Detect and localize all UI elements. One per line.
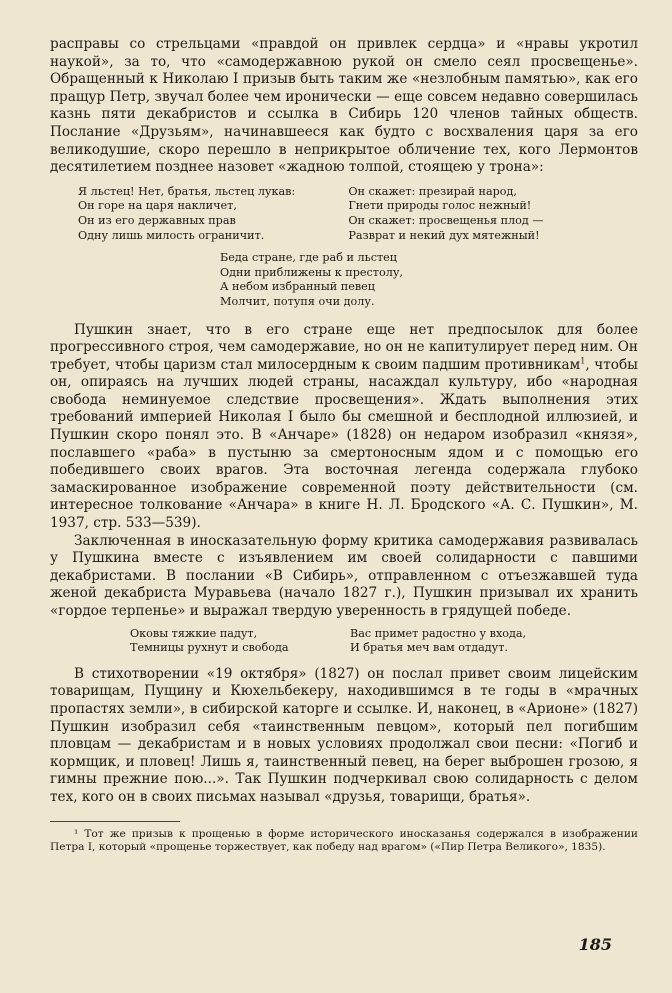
- poem-column-right: [348, 185, 638, 243]
- poem-line: Он скажет: презирай народ,: [348, 184, 517, 198]
- paragraph-2: [50, 322, 638, 533]
- poem-line: Оковы тяжкие падут,: [130, 626, 258, 640]
- poem-column-right: [350, 627, 570, 656]
- poem-column-left: [78, 185, 348, 243]
- poem-stanza-center: [220, 251, 638, 309]
- poem-line: И братья меч вам отдадут.: [350, 641, 508, 655]
- footnote-reference: 1: [580, 356, 586, 366]
- poem-line: Я льстец! Нет, братья, льстец лукав:: [78, 184, 296, 198]
- paragraph-3: Заключенная в иносказательную форму критика самодержавия развивалась у Пушкина вместе с изъявлением им своей солидарности с павшими декабристами. В послании «В Сибирь», отправленном с отъезжавшей туда женой декабриста Муравьева (начало 1827 г.), Пушкин призывал их хранить «гордое терпенье» и выражал твердую уверенность в грядущей победе.: [50, 532, 638, 619]
- poem-line: Беда стране, где раб и льстец: [220, 251, 397, 265]
- page-number: 185: [578, 935, 612, 954]
- footnote-divider: [50, 821, 180, 822]
- poem-line: Молчит, потупя очи долу.: [220, 294, 375, 308]
- footnote: ¹ Тот же призыв к прощенью в форме исторического иносказанья содержался в изображении Петра I, который «прощенье торжествует, как победу над врагом» («Пир Петра Великого», 1835).: [50, 827, 638, 854]
- poem-line: Он скажет: просвещенья плод —: [348, 213, 544, 227]
- poem-line: Он из его державных прав: [78, 213, 236, 227]
- poem-line: Одни приближены к престолу,: [220, 265, 403, 279]
- paragraph-2-part-2: , чтобы он, опираясь на лучших людей страны, насаждал культуру, ибо «народная свобода неминуемое следствие просвещения». Ждать выполнения этих требований империей Николая I было бы смешной и бесплодной иллюзией, и Пушкин скоро понял это. В «Анчаре» (1828) он недаром изобразил «князя», пославшего «раба» в пустыню за смертоносным ядом и с помощью его победившего своих врагов. Эта восточная легенда содержала глубоко замаскированное изображение современной поэту действительности (см. интересное толкование «Анчара» в книге Н. Л. Бродского «А. С. Пушкин», М. 1937, стр. 533—539).: [50, 356, 638, 532]
- poem-line: А небом избранный певец: [220, 280, 375, 294]
- poem-line: Вас примет радостно у входа,: [350, 626, 527, 640]
- poem-column-left: [130, 627, 350, 656]
- poem-line: Темницы рухнут и свобода: [130, 641, 289, 655]
- poem-line: Гнети природы голос нежный!: [348, 199, 532, 213]
- paragraph-4: В стихотворении «19 октября» (1827) он послал привет своим лицейским товарищам, Пущину и Кюхельбекеру, находившимся в те годы в «мрачных пропастях земли», в сибирской каторге и ссылке. И, наконец, в «Арионе» (1827) Пушкин изобразил себя «таинственным певцом», который пел погибшим пловцам — декабристам и в новых условиях продолжал свои песни: «Погиб и кормщик, и пловец! Лишь я, таинственный певец, на берег выброшен грозою, я гимны прежние пою...». Так Пушкин подчеркивал свою солидарность с делом тех, кого он в своих письмах называл «друзья, товарищи, братья».: [50, 665, 638, 805]
- poem-line: Одну лишь милость ограничит.: [78, 228, 265, 242]
- poem-line: Разврат и некий дух мятежный!: [348, 228, 540, 242]
- paragraph-2-part-1: Пушкин знает, что в его стране еще нет предпосылок для более прогрессивного строя, чем самодержавие, но он не капитулирует перед ним. Он требует, чтобы царизм стал милосердным к своим падшим противникам: [50, 321, 638, 373]
- poem-line: Он горе на царя накличет,: [78, 199, 237, 213]
- paragraph-1: расправы со стрельцами «правдой он привлек сердца» и «нравы укротил наукой», за то, что «самодержавною рукой он смело сеял просвещенье». Обращенный к Николаю I призыв быть таким же «незлобным памятью», как его пращур Петр, звучал более чем иронически — еще совсем недавно совершилась казнь пяти декабристов и ссылка в Сибирь 120 членов тайных обществ. Послание «Друзьям», начинавшееся как будто с восхваления царя за его великодушие, скоро перешло в неприкрытое обличение тех, кого Лермонтов десятилетием позднее назовет «жадною толпой, стоящею у трона»:: [50, 36, 638, 176]
- poem-druzyam: [78, 185, 638, 243]
- text-column: [50, 36, 638, 855]
- poem-v-sibir: [130, 627, 638, 656]
